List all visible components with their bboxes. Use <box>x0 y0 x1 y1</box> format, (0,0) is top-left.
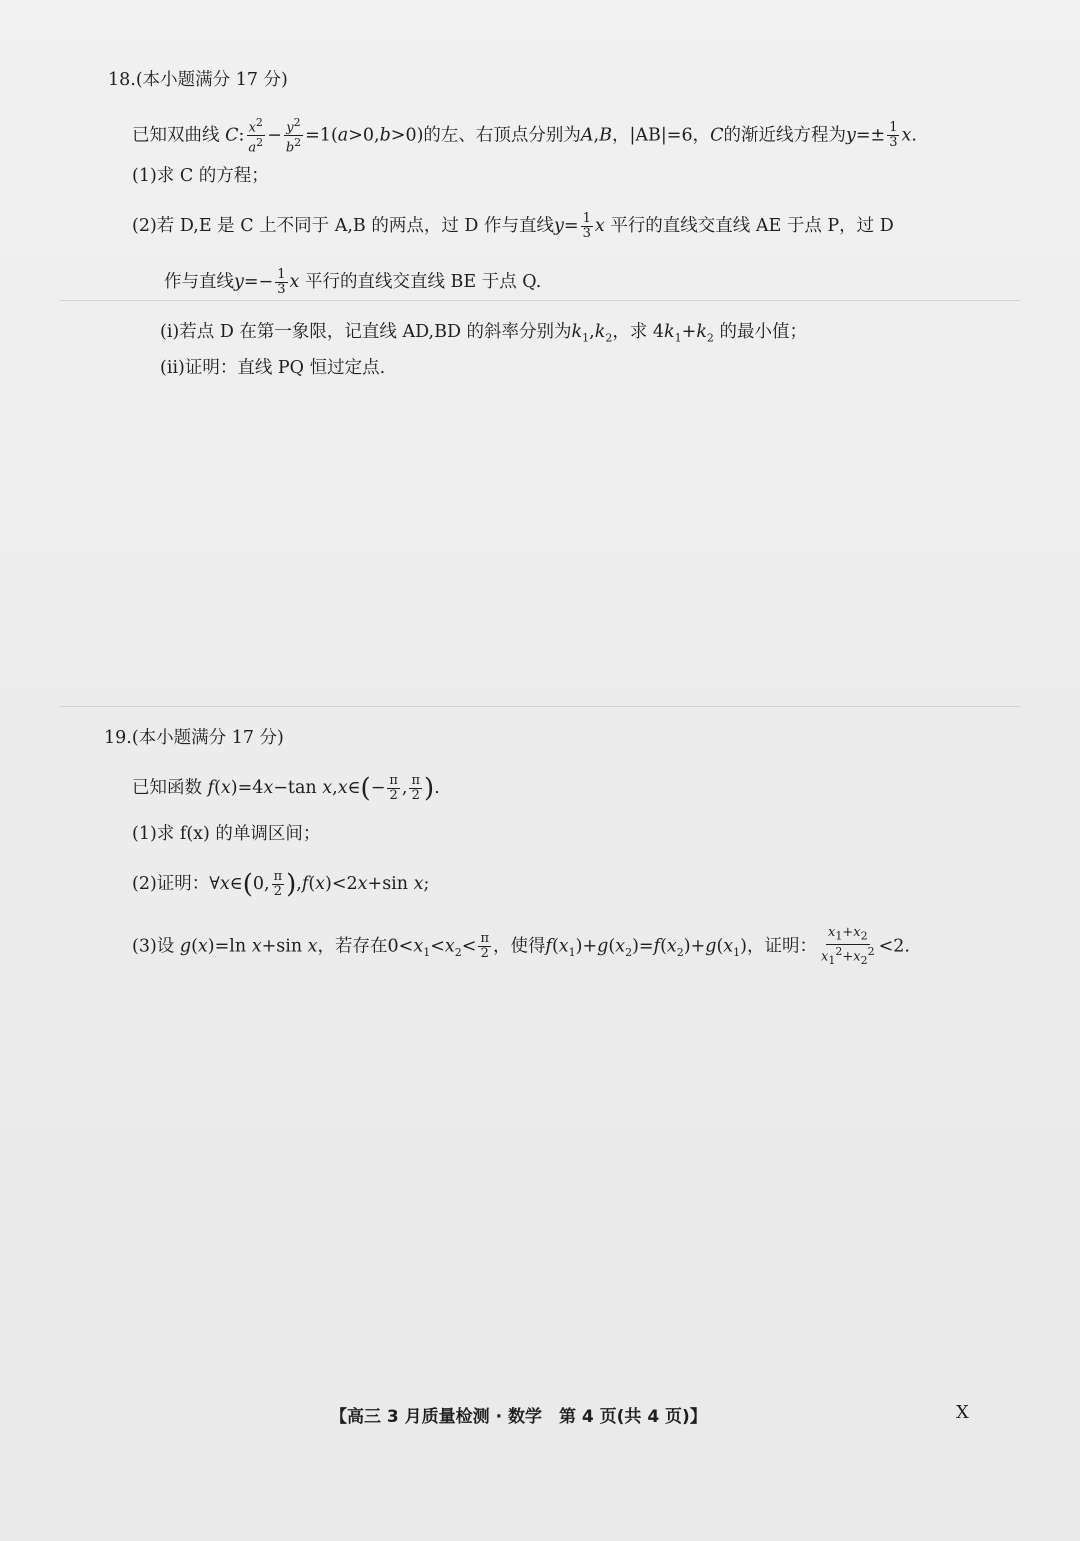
question-18-intro: 已知双曲线 C: $\frac{x^2}{a^2}$ − $\frac{y^2}{b^2}$ =1(a>0,b>0)的左、右顶点分别为A,B，|AB|=6，C的渐近线方程为y=± $\frac{1}{3}$ x. <box>132 116 917 156</box>
page-footer: 【高三 3 月质量检测 · 数学 第 4 页(共 4 页)】 <box>330 1407 707 1427</box>
question-18-part2-line1: (2)若 D,E 是 C 上不同于 A,B 的两点，过 D 作与直线y= $\frac{1}{3}$ x 平行的直线交直线 AE 于点 P，过 D <box>132 211 894 241</box>
question-18-part2-line2: 作与直线y=− $\frac{1}{3}$ x 平行的直线交直线 BE 于点 Q. <box>164 267 542 297</box>
question-18-part1: (1)求 C 的方程； <box>132 166 269 186</box>
faint-divider <box>60 706 1020 707</box>
faint-divider <box>60 300 1020 301</box>
question-19-part1: (1)求 f(x) 的单调区间； <box>132 824 321 844</box>
question-18-part2-ii: (ⅱ)证明：直线 PQ 恒过定点. <box>160 358 386 378</box>
question-19-part2: (2)证明：∀x∈(0, $\frac{\pi}{2}$ ),f(x)<2x+sin x; <box>132 869 430 900</box>
corner-mark: X <box>956 1402 969 1423</box>
question-18-header: 18.(本小题满分 17 分) <box>108 70 288 90</box>
question-19-part3: (3)设 g(x)=ln x+sin x，若存在$0<x_1<x_2<$ $\frac{\pi}{2}$ ，使得$f(x_1)+g(x_2)=f(x_2)+g(x_1)$，证明： $\frac{x_1+x_2}{x_1^2+x_2^2}$ <2. <box>132 925 910 967</box>
question-18-part2-i: (ⅰ)若点 D 在第一象限，记直线 AD,BD 的斜率分别为$k_1,k_2$，求 $4k_1+k_2$ 的最小值； <box>160 322 807 345</box>
question-19-header: 19.(本小题满分 17 分) <box>104 728 284 748</box>
question-19-intro: 已知函数 f(x)=4x−tan x,x∈(− $\frac{\pi}{2}$ , $\frac{\pi}{2}$ ). <box>132 773 440 804</box>
